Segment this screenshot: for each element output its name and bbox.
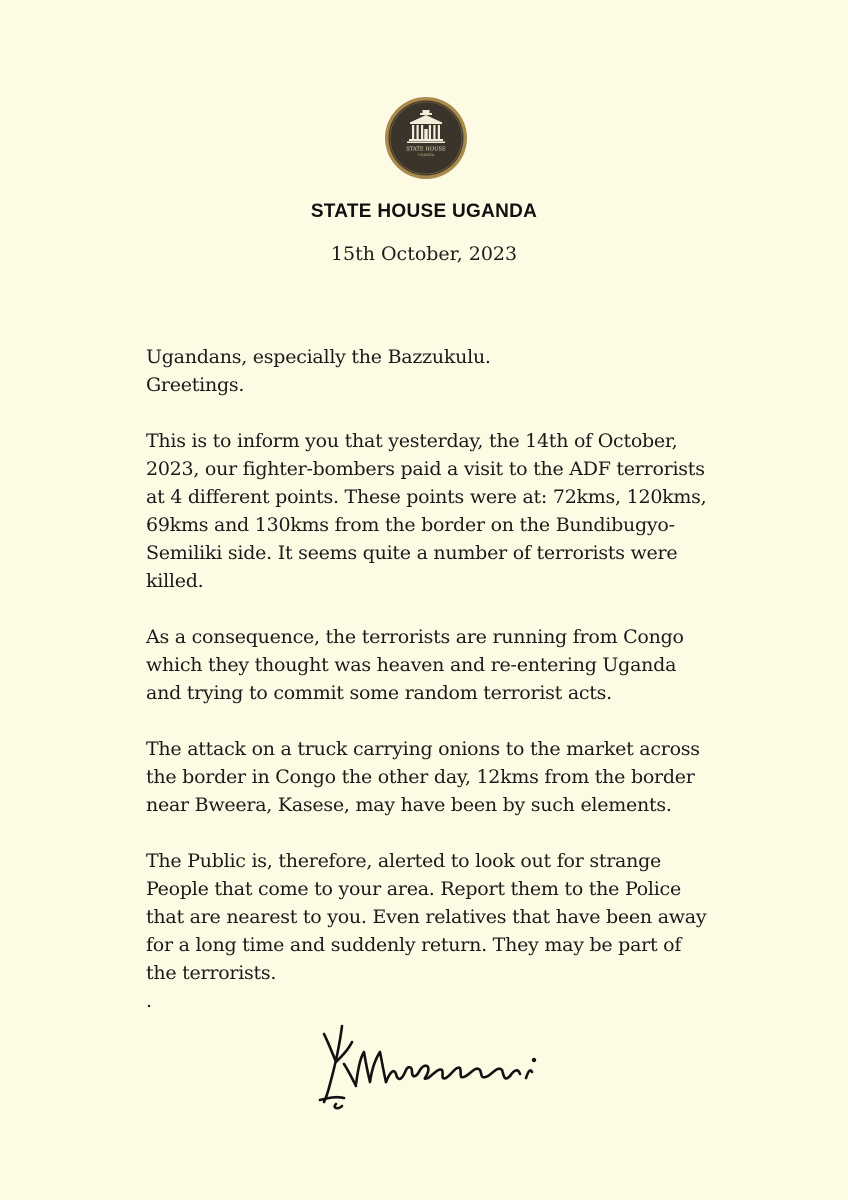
signature-scrawl [312,1012,582,1112]
text-line: at 4 different points. These points were at: 72kms, 120kms, [146,486,707,508]
paragraph-1 [146,427,746,595]
state-house-seal-logo [384,96,468,180]
paragraph-4 [146,847,746,987]
text-line: the border in Congo the other day, 12kms from the border [146,766,695,788]
text-line: 2023, our fighter-bombers paid a visit to the ADF terrorists [146,458,705,480]
text-line: Greetings. [146,374,245,396]
text-line: As a consequence, the terrorists are running from Congo [146,626,684,648]
text-line: for a long time and suddenly return. They may be part of [146,934,682,956]
salutation [146,343,746,399]
text-line: People that come to your area. Report them to the Police [146,878,681,900]
seal-text-line-2: UGANDA [417,153,435,157]
seal-graphic [384,96,468,180]
text-line: 69kms and 130kms from the border on the Bundibugyo- [146,514,675,536]
text-line: Semiliki side. It seems quite a number of terrorists were [146,542,678,564]
text-line: that are nearest to you. Even relatives that have been away [146,906,707,928]
text-line: The Public is, therefore, alerted to look out for strange [146,850,662,872]
paragraph-3 [146,735,746,819]
text-line: The attack on a truck carrying onions to the market across [146,738,700,760]
paragraph-2 [146,623,746,707]
text-line: killed. [146,570,204,592]
letter-date: 15th October, 2023 [330,243,518,265]
text-line: This is to inform you that yesterday, the 14th of October, [146,430,678,452]
text-line: which they thought was heaven and re-entering Uganda [146,654,677,676]
text-line: near Bweera, Kasese, may have been by such elements. [146,794,672,816]
text-line: Ugandans, especially the Bazzukulu. [146,346,491,368]
trailing-dot: . [146,990,152,1012]
text-line: the terrorists. [146,962,277,984]
page-title: STATE HOUSE UGANDA [310,201,538,222]
seal-text-line-1: STATE HOUSE [406,146,446,153]
text-line: and trying to commit some random terrorist acts. [146,682,612,704]
signature [312,1012,582,1112]
